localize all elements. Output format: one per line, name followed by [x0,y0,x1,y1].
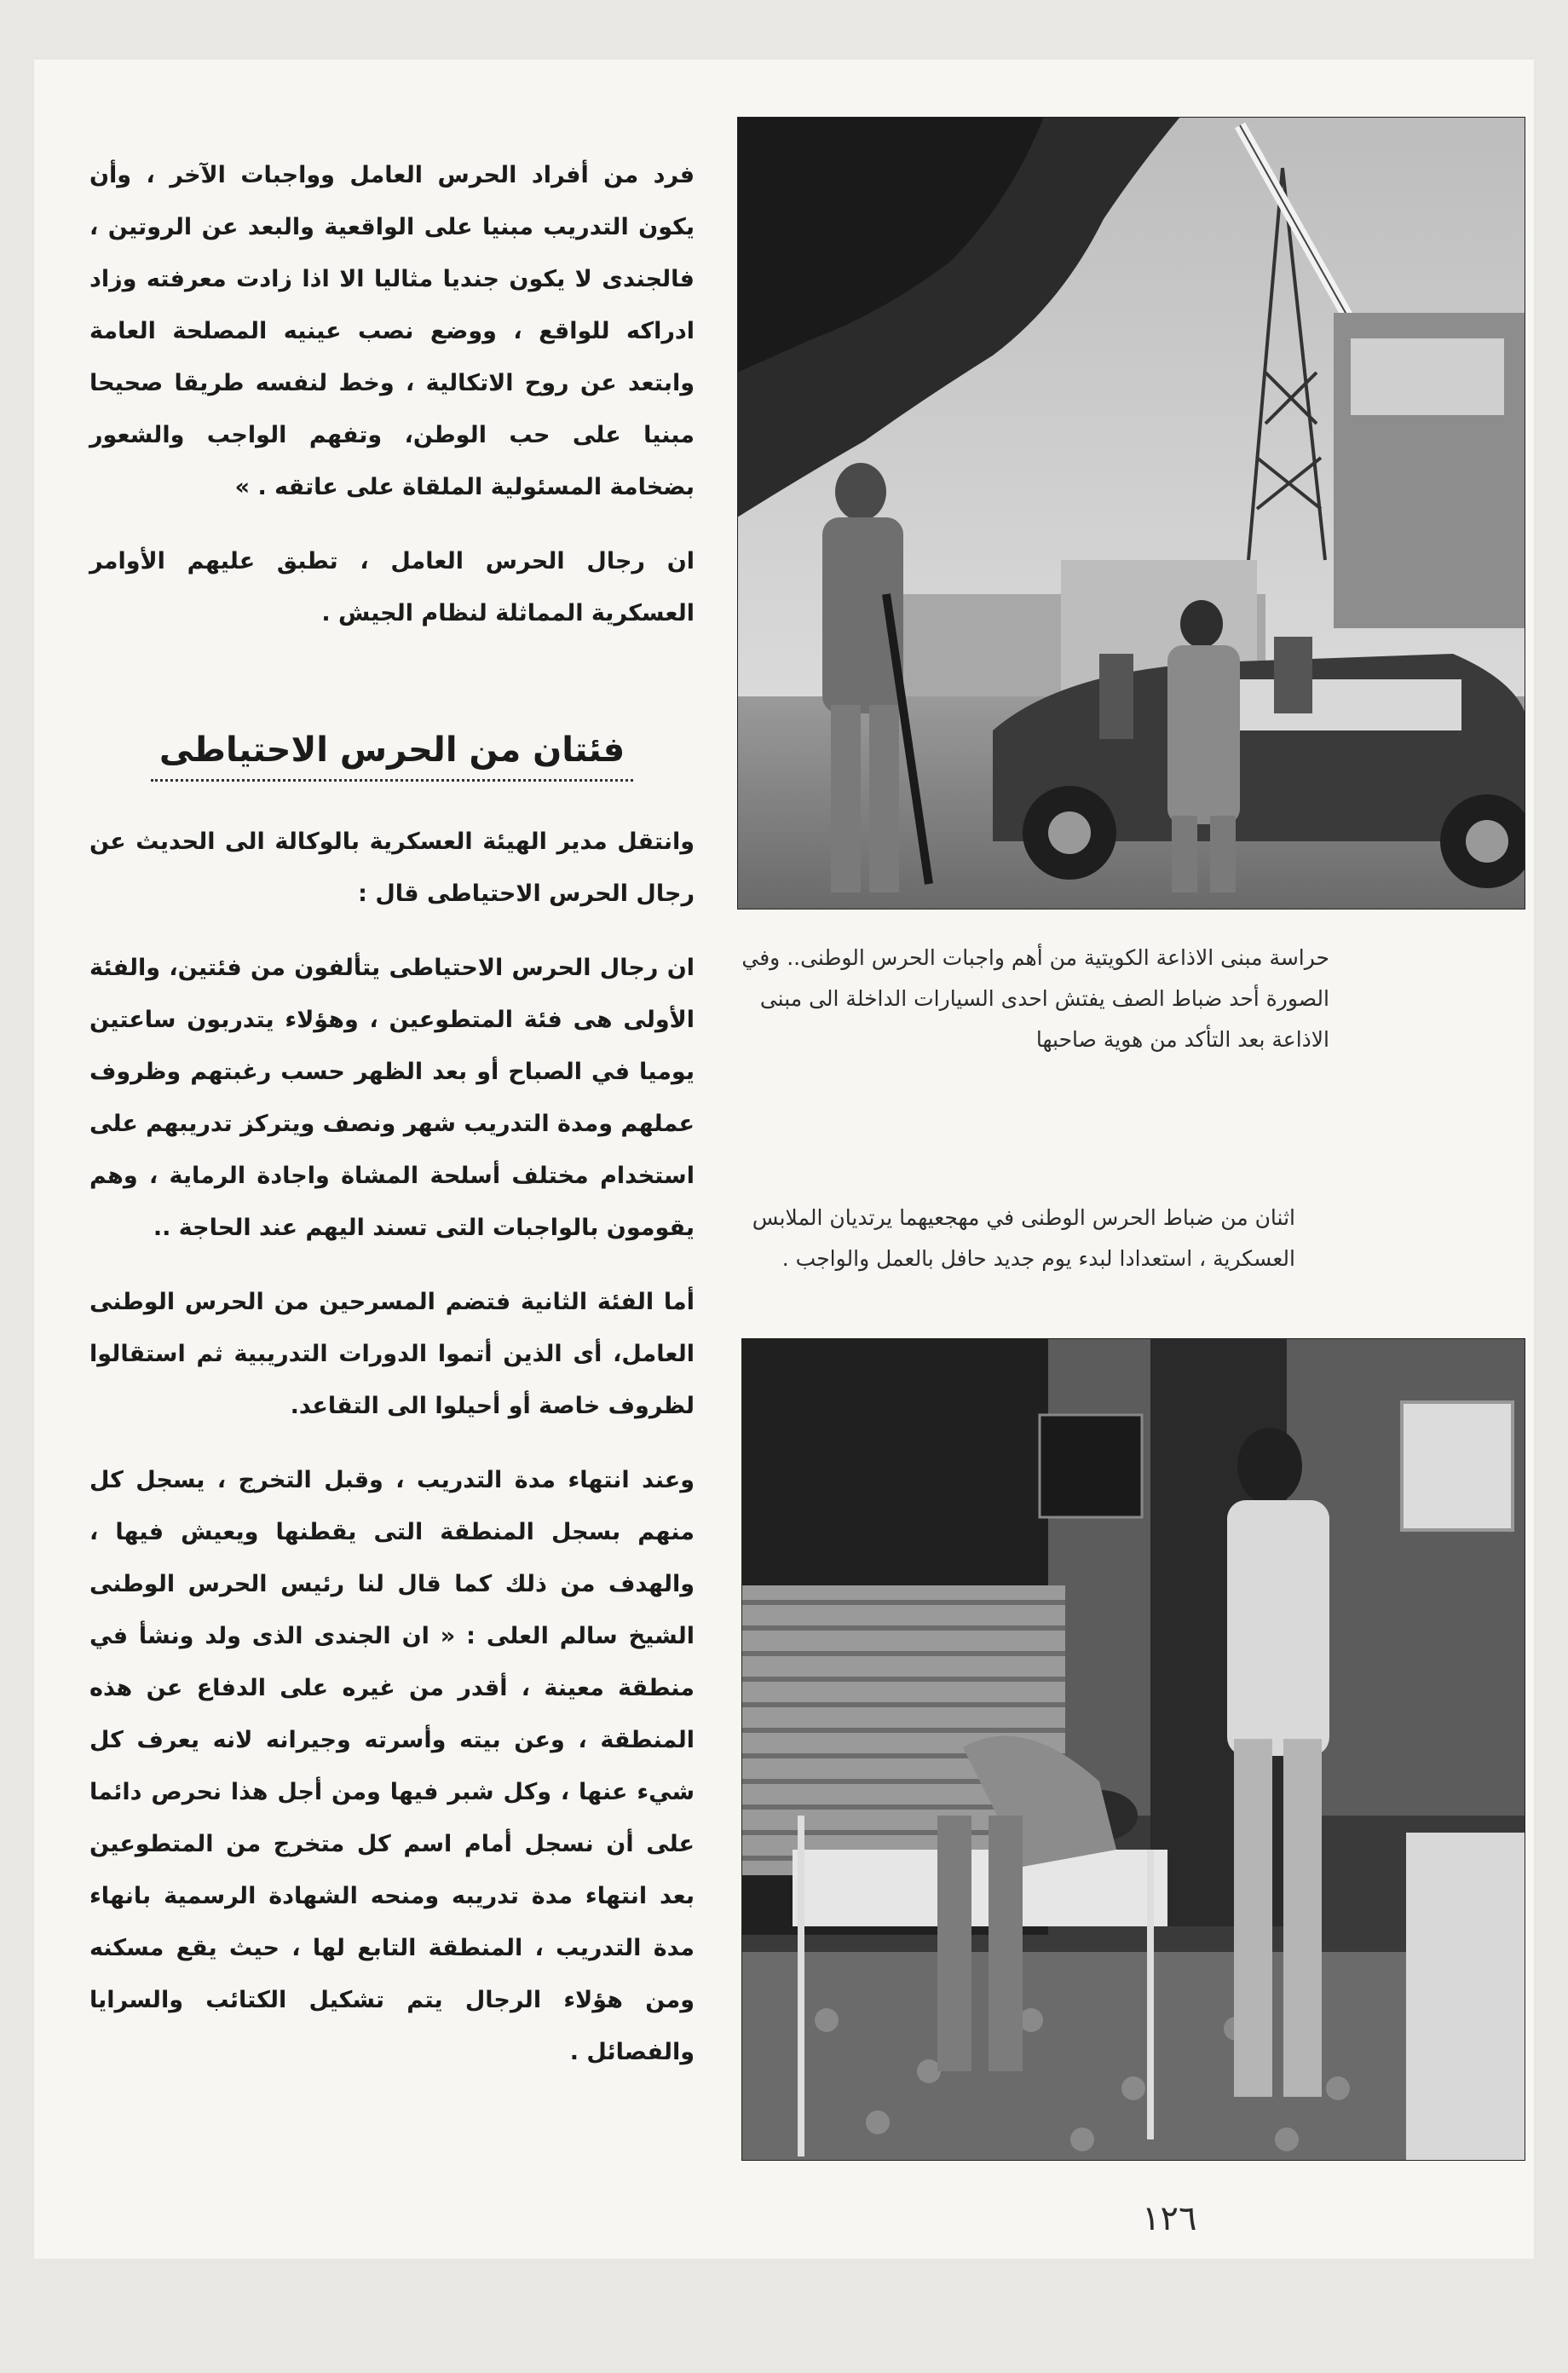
section-heading [89,725,695,782]
photo-radio-station-guard [737,117,1525,909]
paragraph-6: وعند انتهاء مدة التدريب ، وقبل التخرج ، يسجل كل منهم بسجل المنطقة التى يقطنها ويعيش فيها ، والهدف من ذلك كما قال لنا رئيس الحرس الوطنى الشيخ سالم العلى : « ان الجندى الذى ولد ونشأ في منطقة معينة ، أقدر من غيره على الدفاع عن هذه المنطقة ، وعن بيته وأسرته وجيرانه لانه يعرف كل شيء عنها ، وكل شبر فيها ومن أجل هذا نحرص دائما على أن نسجل أمام اسم كل متخرج من المتطوعين بعد انتهاء مدة تدريبه ومنحه الشهادة الرسمية بانهاء مدة التدريب ، المنطقة التابع لها ، حيث يقع مسكنه ومن هؤلاء الرجال يتم تشكيل الكتائب والسرايا والفصائل . [89,1467,695,2065]
photo-barracks-officers [741,1338,1525,2161]
paragraph-4: ان رجال الحرس الاحتياطى يتألفون من فئتين، والفئة الأولى هى فئة المتطوعين ، وهؤلاء يتدربون ساعتين يوميا في الصباح أو بعد الظهر حسب رغبتهم وظروف عملهم ومدة التدريب شهر ونصف ويتركز تدريبهم على استخدام مختلف أسلحة المشاة واجادة الرماية ، وهم يقومون بالواجبات التى تسند اليهم عند الحاجة .. [89,955,695,1241]
paragraph-1: فرد من أفراد الحرس العامل وواجبات الآخر ، وأن يكون التدريب مبنيا على الواقعية والبعد عن الروتين ، فالجندى لا يكون جنديا مثاليا الا اذا زادت معرفته وزاد ادراكه للواقع ، ووضع نصب عينيه المصلحة العامة وابتعد عن روح الاتكالية ، وخط لنفسه طريقا صحيحا مبنيا على حب الوطن، وتفهم الواجب والشعور بضخامة المسئولية الملقاة على عاتقه . » [89,162,695,500]
paragraph-5: أما الفئة الثانية فتضم المسرحين من الحرس الوطنى العامل، أى الذين أتموا الدورات التدريبية ثم استقالوا لظروف خاصة أو أحيلوا الى التقاعد. [89,1289,695,1419]
photo-barracks-officers-image [741,1338,1525,2161]
section-heading-text: فئتان من الحرس الاحتياطى [151,725,633,782]
photo-barracks-caption: اثنان من ضباط الحرس الوطنى في مهجعيهما يرتديان الملابس العسكرية ، استعدادا لبدء يوم جديد حافل بالعمل والواجب . [752,1205,1295,1271]
article-text-column [89,149,695,2100]
photo-radio-station-guard-image [737,117,1525,909]
paragraph-2: ان رجال الحرس العامل ، تطبق عليهم الأوامر العسكرية المماثلة لنظام الجيش . [89,548,695,626]
photo-radio-station-caption: حراسة مبنى الاذاعة الكويتية من أهم واجبات الحرس الوطنى.. وفي الصورة أحد ضباط الصف يفتش احدى السيارات الداخلة الى مبنى الاذاعة بعد التأكد من هوية صاحبها [741,945,1329,1052]
paragraph-3: وانتقل مدير الهيئة العسكرية بالوكالة الى الحديث عن رجال الحرس الاحتياطى قال : [89,829,695,907]
page-number: ١٢٦ [1142,2199,1197,2238]
